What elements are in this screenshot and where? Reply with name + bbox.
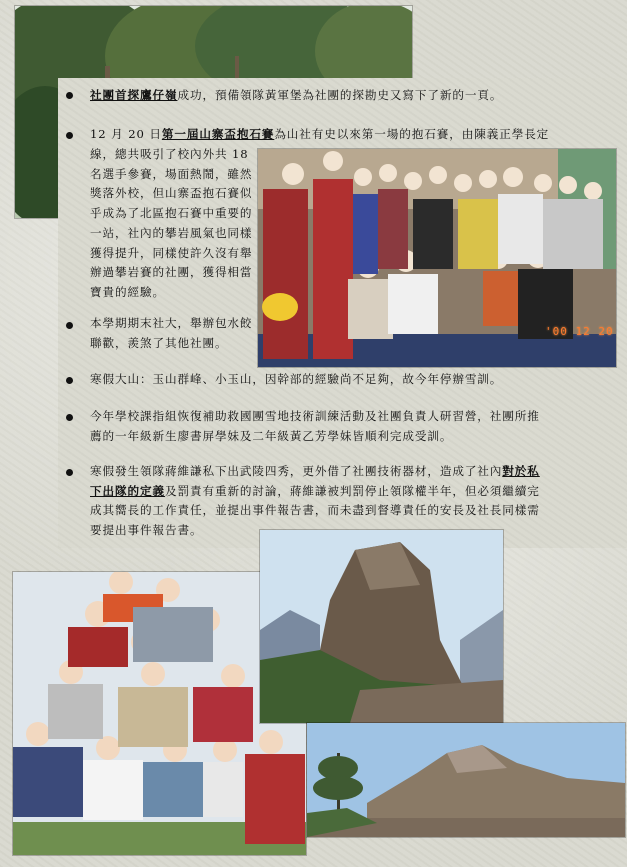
paragraph-6-bold-1: 對於私: [502, 464, 540, 478]
paragraph-6-line: 成其嚮長的工作責任，並提出事件報告書，而未盡到督導責任的安長及社長同樣需: [90, 503, 540, 517]
paragraph-6: [90, 462, 610, 540]
paragraph-3-line: 聯歡，羨煞了其他社團。: [90, 335, 228, 350]
paragraph-6-bold-2: 下出隊的定義: [90, 483, 165, 498]
bullet: [66, 322, 73, 329]
paragraph-2-line: 獎落外校，但山寨盃抱石賽似: [90, 186, 253, 201]
paragraph-2-line1-rest: 為山社有史以來第一場的抱石賽，由陳義正學長定: [274, 127, 550, 141]
paragraph-3: [90, 314, 258, 353]
mountain-peak-photo: [260, 530, 503, 723]
bullet: [66, 377, 73, 384]
paragraph-6-line: 要提出事件報告書。: [90, 522, 203, 537]
paragraph-2-line: 辦過攀岩賽的社團，獲得相當: [90, 265, 253, 280]
paragraph-2-highlight: 第一屆山寨盃抱石賽: [161, 127, 275, 141]
paragraph-2-line: 寶貴的經驗。: [90, 284, 165, 299]
paragraph-5: [90, 407, 610, 446]
paragraph-5-line: 今年學校課指組恢復補助救國團雪地技術訓練活動及社團負責人研習營，社團所推: [90, 409, 540, 423]
paragraph-4: 寒假大山：玉山群峰、小玉山，因幹部的經驗尚不足夠，故今年停辦雪訓。: [90, 372, 503, 386]
mountain-ridge-photo: [307, 723, 625, 837]
paragraph-2-line: 乎成為了北區抱石賽中重要的: [90, 206, 253, 221]
paragraph-1-text: 成功，預備領隊黃軍堡為社團的探勘史又寫下了新的一頁。: [177, 88, 503, 102]
bullet: [66, 132, 73, 139]
bullet: [66, 414, 73, 421]
paragraph-2-line: 一站，社內的攀岩風氣也同樣: [90, 225, 253, 240]
bullet: [66, 92, 73, 99]
paragraph-5-line: 薦的一年級新生廖書屏學妹及二年級黃乙芳學妹皆順利完成受訓。: [90, 428, 453, 443]
paragraph-6-line2: 及罰責有重新的討論，蔣維謙被判罰停止領隊權半年，但必須繼續完: [164, 483, 540, 498]
paragraph-2-line: 線，總共吸引了校內外共 18: [90, 147, 249, 161]
paragraph-2-line: 獲得提升，同樣使許久沒有舉: [90, 245, 253, 260]
paragraph-2-line1: [90, 125, 610, 145]
paragraph-6-line1: 寒假發生領隊蔣維謙私下出武陵四秀，更外借了社團技術器材，造成了社內: [90, 464, 503, 478]
paragraph-2-body: [90, 145, 258, 303]
paragraph-1-link: 社團首探鷹仔嶺: [90, 88, 178, 102]
date-stamp: '00 12 20: [545, 325, 614, 338]
paragraph-3-line: 本學期期末社大，舉辦包水餃: [90, 316, 253, 330]
paragraph-2-date: 12 月 20 日: [90, 127, 162, 141]
paragraph-2-line: 名選手參賽，場面熱鬧，雖然: [90, 166, 253, 181]
bullet: [66, 469, 73, 476]
paragraph-1: [90, 86, 502, 106]
